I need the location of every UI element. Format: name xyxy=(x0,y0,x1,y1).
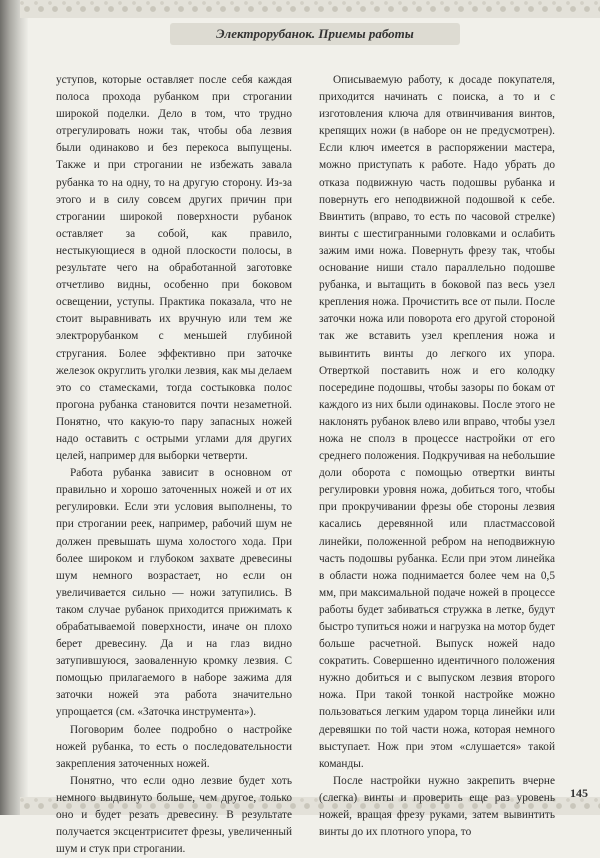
running-header-title: Электрорубанок. Приемы работы xyxy=(170,23,460,45)
paragraph: После настройки нужно закрепить вчерне (слегка) винты и проверить еще раз уровень ножей, вращая фрезу руками, затем вывинтить винты до их плотного упора, то xyxy=(319,774,555,839)
paragraph: Понятно, что если одно лезвие будет хоть немного выдвинуто больше, чем другое, только оно и будет резать древесину. В результате получается эксцентриситет фрезы, увеличенный шум и стук при строгании. xyxy=(56,774,292,856)
paragraph: Работа рубанка зависит в основном от правильно и хорошо заточенных ножей и от их регулировки. Если эти условия выполнены, то при строгании реек, например, рабочий шум не должен превышать шума холостого хода. При более широком и глубоком захвате древесины шум немного возрастает, но если он увеличивается сильно — ножи затупились. В таком случае рубанок приходится прижимать к обрабатываемой поверхности, иначе он плохо берет древесину. Да и на глаз видно затупившуюся, заоваленную кромку лезвия. С помощью прилагаемого в наборе зажима для заточки ножей эта работа значительно упрощается (см. «Заточка инструмента»). xyxy=(56,467,292,719)
left-text-column xyxy=(56,72,292,858)
book-spine-shadow xyxy=(0,0,28,815)
paragraph: Поговорим более подробно о настройке ножей рубанка, то есть о последовательности закрепления заточенных ножей. xyxy=(56,723,292,770)
page-number: 145 xyxy=(570,786,588,800)
right-text-column xyxy=(319,72,555,841)
decorative-top-border xyxy=(20,0,600,18)
paragraph: уступов, которые оставляет после себя каждая полоса прохода рубанком при строгании широкой поделки. Дело в том, что трудно отрегулировать ножи так, чтобы оба лезвия были одинаково и без перекоса выпущены. Также и при строгании не избежать завала рубанка то на одну, то на другую сторону. Из-за этого и в силу совсем других причин при строгании широкой поверхности рубанок оставляет за собой, как правило, нестыкующиеся в одной плоскости полосы, в результате чего на обработанной заготовке отчетливо видны, особенно при боковом освещении, уступы. Практика показала, что не стоит выравнивать их вручную или тем же электрорубанком с меньшей глубиной стругания. Более эффективно при заточке железок округлить уголки лезвия, как мы делаем это со стамесками, тогда состыковка полос прогона рубанка становится почти незаметной. Понятно, что какую-то пару запасных ножей надо оставить с острыми углами для других целей, например для выборки четверти. xyxy=(56,74,292,463)
paragraph: Описываемую работу, к досаде покупателя, приходится начинать с поиска, а то и с изготовления ключа для отвинчивания винтов, крепящих ножи (в наборе он не предусмотрен). Если ключ имеется в распоряжении мастера, можно приступать к работе. Надо убрать до отказа подвижную часть подошвы рубанка и повернуть его неподвижной подошвой к себе. Ввинтить (вправо, то есть по часовой стрелке) винты с шестигранными головками и ослабить зажим ими ножа. Повернуть фрезу так, чтобы основание ниши стало параллельно подошве рубанка, и вытащить в боковой паз весь узел крепления ножа. Прочистить все от пыли. После заточки ножа или поворота его другой стороной так же вставить узел крепления ножа и вывинтить винты до легкого их упора. Отверткой поставить нож и его колодку посередине подошвы, чтобы зазоры по бокам от каждого из них были одинаковы. После этого не наклонять рубанок влево или вправо, чтобы узел ножа не сполз в процессе настройки от его среднего положения. Подкручивая на небольшие доли оборота с помощью отвертки винты регулировки уровня ножа, добиться того, чтобы при прокручивании фрезы обе стороны лезвия касались деревянной или пластмассовой линейки, положенной ребром на неподвижную часть подошвы рубанка. Если при этом линейка в области ножа поднимается более чем на 0,5 мм, при максимальной подаче ножей в процессе работы будет забиваться стружка в летке, будут быстро тупиться ножи и нагрузка на мотор будет больше расчетной. Выпуск ножей надо сократить. Совершенно идентичного положения нужно добиться и с выпуском лезвия второго ножа. При такой тонкой настройке можно пользоваться легким ударом торца линейки или деревяшки по той части ножа, которая немного выступает. Нож при этом «слушается» такой команды. xyxy=(319,74,556,770)
